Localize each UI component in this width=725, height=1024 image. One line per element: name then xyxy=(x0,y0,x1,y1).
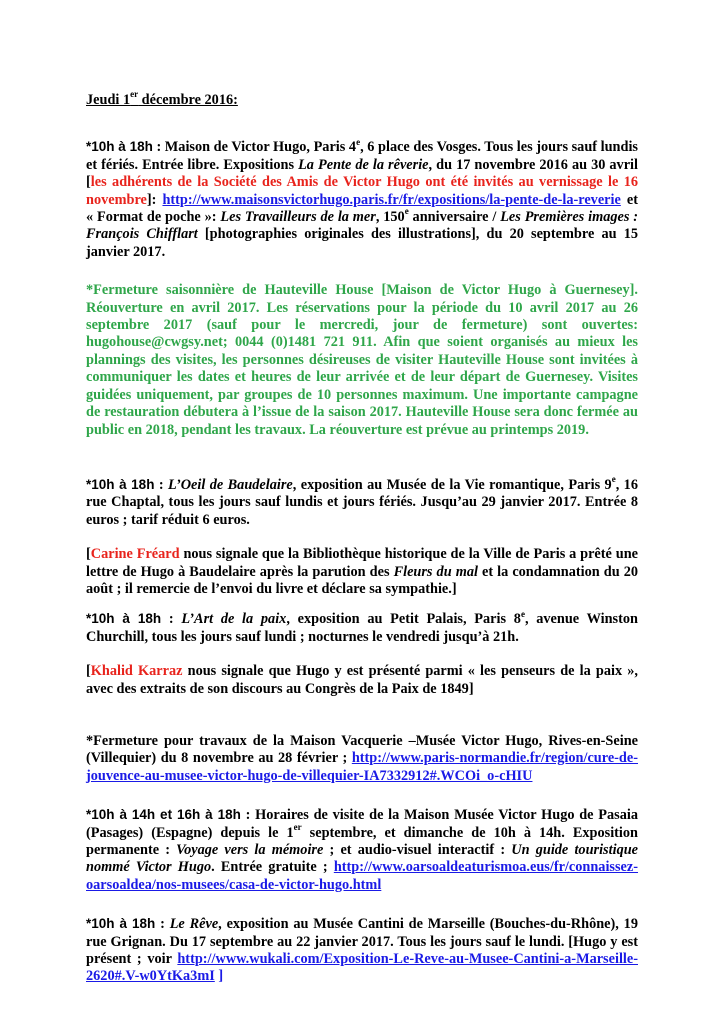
exhibition-title: L’Oeil de Baudelaire xyxy=(168,476,293,493)
entry-text: *Fermeture pour travaux de la Maison Vacquerie –Musée Victor Hugo, Rives-en-Seine (Villequier) du 8 novembre au 28 février ; xyxy=(86,732,638,767)
exhibition-title: Les Travailleurs de la mer xyxy=(220,209,376,226)
entry-baudelaire xyxy=(86,476,638,529)
entry-text: , 16 rue Chaptal, tous les jours sauf lundis et jours fériés. Jusqu’au 29 janvier 2017. Entrée 8 euros ; tarif réduit 6 euros. xyxy=(86,476,638,528)
date-text-suffix: décembre 2016: xyxy=(138,92,238,108)
entry-cantini-marseille xyxy=(86,915,638,986)
entry-pasaia xyxy=(86,806,638,894)
exhibition-title: Les Premières images : François Chifflart xyxy=(86,209,639,243)
entry-text: , du 17 novembre 2016 au 30 avril xyxy=(428,156,638,173)
entry-text: : xyxy=(154,476,169,493)
entry-time: *10h à 18h xyxy=(86,139,153,155)
date-superscript: er xyxy=(130,89,139,100)
exhibition-title: L’Art de la paix xyxy=(181,611,287,628)
entry-text: anniversaire / xyxy=(408,209,501,226)
note-text: nous signale que la Bibliothèque historique de la Ville de Paris a prêté une lettre de Hugo à Baudelaire après la parution des xyxy=(86,546,638,580)
entry-text: et « Format de poche »: xyxy=(86,191,638,226)
date-text: Jeudi 1 xyxy=(86,92,131,108)
entry-art-de-la-paix xyxy=(86,610,638,646)
entry-text: , exposition au Musée Cantini de Marseille (Bouches-du-Rhône), 19 rue Grignan. Du 17 septembre au 22 janvier 2017. Tous les jours sauf le lundi. [Hugo y est présent ; voir xyxy=(86,916,638,968)
entry-maison-vacquerie xyxy=(86,733,638,785)
superscript: e xyxy=(611,474,616,485)
entry-victor-hugo-house xyxy=(86,138,638,261)
exhibition-title: La Pente de la rêverie xyxy=(298,156,429,173)
entry-time: *10h à 18h xyxy=(86,916,156,932)
bracket: [ xyxy=(86,663,91,680)
paris-normandie-link[interactable]: http://www.paris-normandie.fr/region/cure-de-jouvence-au-musee-victor-hugo-de-villequier-IA7332912#.WCOi_o-cHIU xyxy=(86,750,638,784)
entry-text: : xyxy=(155,916,170,933)
entry-text: : Horaires de visite de la Maison Musée Victor Hugo de Pasaia (Pasages) (Espagne) depuis le 1 xyxy=(86,807,638,841)
closing-bracket: ] xyxy=(214,968,224,985)
members-note: les adhérents de la Société des Amis de Victor Hugo ont été invités au vernissage le 16 novembre xyxy=(86,174,638,208)
exhibition-title: Un guide touristique nommé Victor Hugo xyxy=(86,842,639,876)
date-heading xyxy=(86,89,638,109)
entry-text: . Entrée gratuite ; xyxy=(211,859,334,876)
exhibition-title: Le Rêve xyxy=(169,916,219,933)
hauteville-house-notice: *Fermeture saisonnière de Hauteville House [Maison de Victor Hugo à Guernesey]. Réouverture en avril 2017. Les réservations pour la période du 10 avril 2017 au 26 septembre 2017 (sauf pour le mercredi, jour de fermeture) sont ouvertes: hugohouse@cwgsy.net; 0044 (0)1481 721 911. Afin que soient organisés au mieux les plannings des visites, les personnes désireuses de visiter Hauteville House sont invitées à communiquer les dates et heures de leur arrivée et de leur départ de Guernesey. Visites guidées uniquement, par groupes de 10 personnes maximum. Une importante campagne de restauration débutera à l’issue de la saison 2017. Hauteville House sera donc fermée au public en 2018, pendant les travaux. La réouverture est prévue au printemps 2019. xyxy=(86,282,638,438)
superscript: e xyxy=(404,206,409,217)
book-title: Fleurs du mal xyxy=(393,563,478,580)
bracket: [ xyxy=(86,174,91,191)
entry-text: , exposition au Petit Palais, Paris 8 xyxy=(286,611,521,628)
bracket: [ xyxy=(86,546,91,563)
entry-text: ; et audio-visuel interactif : xyxy=(323,842,512,858)
oarsoaldea-link[interactable]: http://www.oarsoaldeaturismoa.eus/fr/connaissez-oarsoaldea/nos-musees/casa-de-victor-hugo.html xyxy=(86,859,639,893)
document-page xyxy=(86,89,639,986)
entry-text: septembre, et dimanche de 10h à 14h. Exposition permanente : xyxy=(86,824,639,858)
wukali-link[interactable]: http://www.wukali.com/Exposition-Le-Reve-au-Musee-Cantini-a-Marseille-2620#.V-w0YtKa3mI xyxy=(86,951,638,985)
maison-victor-hugo-link[interactable]: http://www.maisonsvictorhugo.paris.fr/fr/expositions/la-pente-de-la-reverie xyxy=(162,191,621,208)
exhibition-title: Voyage vers la mémoire xyxy=(176,842,324,858)
note-carine-freard xyxy=(86,546,638,598)
entry-time: *10h à 14h et 16h à 18h xyxy=(86,807,241,823)
contributor-name: Khalid Karraz xyxy=(90,663,183,680)
contributor-name: Carine Fréard xyxy=(90,546,180,563)
entry-text: , avenue Winston Churchill, tous les jours sauf lundi ; nocturnes le vendredi jusqu’à 21h. xyxy=(86,611,638,645)
entry-time: *10h à 18h xyxy=(86,611,162,627)
bracket: ]: xyxy=(146,191,163,208)
superscript: er xyxy=(293,821,302,832)
superscript: e xyxy=(356,136,361,147)
note-text: nous signale que Hugo y est présenté parmi « les penseurs de la paix », avec des extraits de son discours au Congrès de la Paix de 1849] xyxy=(86,663,638,697)
superscript: e xyxy=(520,608,525,619)
entry-text: , 6 place des Vosges. Tous les jours sauf lundis et fériés. Entrée libre. Expositions xyxy=(86,139,638,173)
note-text: et la condamnation du 20 août ; il remercie de l’envoi du livre et déclare sa sympathie.] xyxy=(86,563,638,597)
entry-text: : Maison de Victor Hugo, Paris 4 xyxy=(152,139,357,156)
entry-time: *10h à 18h xyxy=(86,476,155,492)
entry-text: , exposition au Musée de la Vie romantique, Paris 9 xyxy=(292,476,612,493)
entry-text: [photographies originales des illustrations], du 20 septembre au 15 janvier 2017. xyxy=(86,226,638,260)
entry-text: , 150 xyxy=(375,209,405,226)
note-khalid-karraz xyxy=(86,663,638,698)
entry-text: : xyxy=(161,611,182,628)
